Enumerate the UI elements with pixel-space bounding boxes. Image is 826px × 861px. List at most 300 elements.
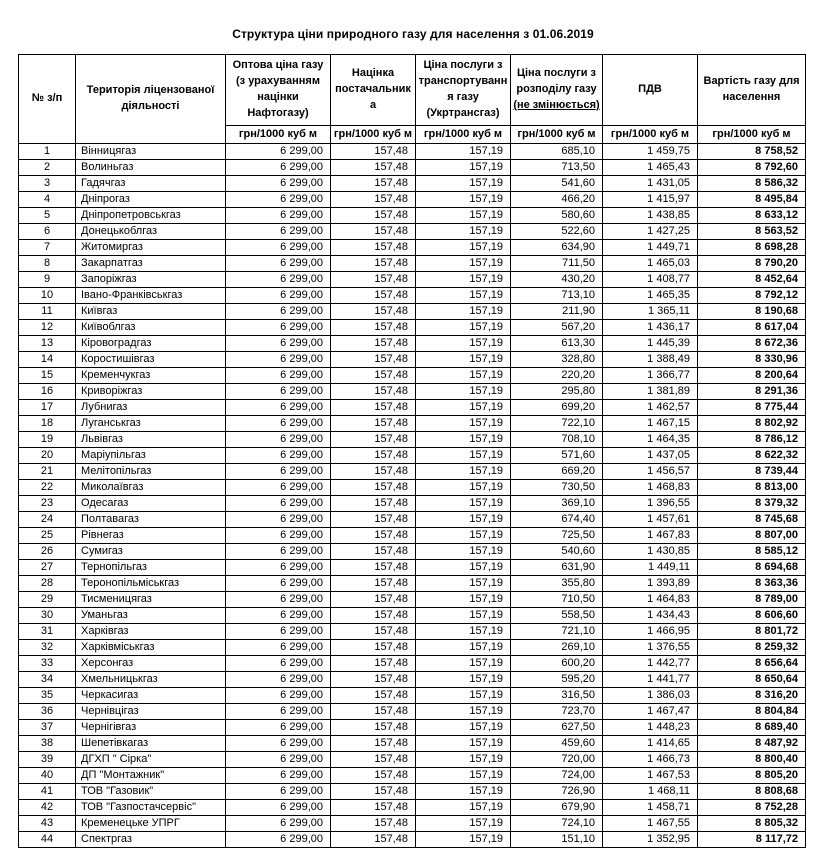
territory-cell: Гадячгаз (76, 175, 226, 191)
table-row (19, 607, 806, 623)
col-header-distribution-price (511, 55, 603, 126)
distribution-price-cell: 269,10 (511, 639, 603, 655)
vat-cell: 1 388,49 (603, 351, 698, 367)
total-price-cell: 8 807,00 (698, 527, 806, 543)
vat-cell: 1 386,03 (603, 687, 698, 703)
wholesale-price-cell: 6 299,00 (226, 815, 331, 831)
vat-cell: 1 434,43 (603, 607, 698, 623)
distribution-price-cell: 211,90 (511, 303, 603, 319)
vat-cell: 1 441,77 (603, 671, 698, 687)
vat-cell: 1 448,23 (603, 719, 698, 735)
total-price-cell: 8 802,92 (698, 415, 806, 431)
supplier-markup-cell: 157,48 (331, 591, 416, 607)
unit-cell-markup: грн/1000 куб м (331, 125, 416, 143)
row-number-cell: 11 (19, 303, 76, 319)
transport-price-cell: 157,19 (416, 575, 511, 591)
table-row (19, 239, 806, 255)
transport-price-cell: 157,19 (416, 703, 511, 719)
row-number-cell: 7 (19, 239, 76, 255)
supplier-markup-cell: 157,48 (331, 607, 416, 623)
supplier-markup-cell: 157,48 (331, 143, 416, 159)
vat-cell: 1 458,71 (603, 799, 698, 815)
territory-cell: Уманьгаз (76, 607, 226, 623)
row-number-cell: 41 (19, 783, 76, 799)
table-row (19, 703, 806, 719)
territory-cell: Спектргаз (76, 831, 226, 847)
wholesale-price-cell: 6 299,00 (226, 415, 331, 431)
row-number-cell: 27 (19, 559, 76, 575)
transport-price-cell: 157,19 (416, 783, 511, 799)
vat-cell: 1 442,77 (603, 655, 698, 671)
transport-price-cell: 157,19 (416, 415, 511, 431)
transport-price-cell: 157,19 (416, 639, 511, 655)
wholesale-price-cell: 6 299,00 (226, 367, 331, 383)
vat-cell: 1 465,43 (603, 159, 698, 175)
distribution-price-cell: 679,90 (511, 799, 603, 815)
supplier-markup-cell: 157,48 (331, 479, 416, 495)
row-number-cell: 33 (19, 655, 76, 671)
vat-cell: 1 462,57 (603, 399, 698, 415)
supplier-markup-cell: 157,48 (331, 623, 416, 639)
row-number-cell: 42 (19, 799, 76, 815)
total-price-cell: 8 487,92 (698, 735, 806, 751)
supplier-markup-cell: 157,48 (331, 719, 416, 735)
wholesale-price-cell: 6 299,00 (226, 607, 331, 623)
supplier-markup-cell: 157,48 (331, 815, 416, 831)
transport-price-cell: 157,19 (416, 159, 511, 175)
supplier-markup-cell: 157,48 (331, 559, 416, 575)
supplier-markup-cell: 157,48 (331, 703, 416, 719)
distribution-price-cell: 722,10 (511, 415, 603, 431)
vat-cell: 1 467,47 (603, 703, 698, 719)
wholesale-price-cell: 6 299,00 (226, 303, 331, 319)
vat-cell: 1 381,89 (603, 383, 698, 399)
vat-cell: 1 466,73 (603, 751, 698, 767)
total-price-cell: 8 291,36 (698, 383, 806, 399)
vat-cell: 1 396,55 (603, 495, 698, 511)
table-row (19, 671, 806, 687)
row-number-cell: 30 (19, 607, 76, 623)
wholesale-price-cell: 6 299,00 (226, 271, 331, 287)
wholesale-price-cell: 6 299,00 (226, 191, 331, 207)
vat-cell: 1 376,55 (603, 639, 698, 655)
distribution-price-cell: 558,50 (511, 607, 603, 623)
supplier-markup-cell: 157,48 (331, 687, 416, 703)
vat-cell: 1 468,11 (603, 783, 698, 799)
total-price-cell: 8 786,12 (698, 431, 806, 447)
distribution-price-cell: 674,40 (511, 511, 603, 527)
transport-price-cell: 157,19 (416, 143, 511, 159)
col-header-territory: Територія ліцензованої діяльності (76, 55, 226, 144)
table-row (19, 175, 806, 191)
territory-cell: Вінницягаз (76, 143, 226, 159)
row-number-cell: 14 (19, 351, 76, 367)
wholesale-price-cell: 6 299,00 (226, 447, 331, 463)
row-number-cell: 1 (19, 143, 76, 159)
table-row (19, 207, 806, 223)
total-price-cell: 8 801,72 (698, 623, 806, 639)
distribution-price-cell: 459,60 (511, 735, 603, 751)
table-row (19, 639, 806, 655)
wholesale-price-cell: 6 299,00 (226, 767, 331, 783)
table-row (19, 527, 806, 543)
distribution-price-cell: 710,50 (511, 591, 603, 607)
territory-cell: Тисменицягаз (76, 591, 226, 607)
total-price-cell: 8 792,60 (698, 159, 806, 175)
table-row (19, 463, 806, 479)
distribution-price-cell: 711,50 (511, 255, 603, 271)
distribution-price-cell: 724,00 (511, 767, 603, 783)
territory-cell: Лубнигаз (76, 399, 226, 415)
table-header (19, 55, 806, 144)
total-price-cell: 8 789,00 (698, 591, 806, 607)
vat-cell: 1 465,35 (603, 287, 698, 303)
supplier-markup-cell: 157,48 (331, 575, 416, 591)
transport-price-cell: 157,19 (416, 559, 511, 575)
table-body (19, 143, 806, 847)
wholesale-price-cell: 6 299,00 (226, 479, 331, 495)
supplier-markup-cell: 157,48 (331, 527, 416, 543)
distribution-price-cell: 595,20 (511, 671, 603, 687)
wholesale-price-cell: 6 299,00 (226, 831, 331, 847)
table-row (19, 431, 806, 447)
unit-cell-transport: грн/1000 куб м (416, 125, 511, 143)
table-row (19, 287, 806, 303)
transport-price-cell: 157,19 (416, 511, 511, 527)
vat-cell: 1 449,11 (603, 559, 698, 575)
territory-cell: Харківміськгаз (76, 639, 226, 655)
territory-cell: Тернопільгаз (76, 559, 226, 575)
wholesale-price-cell: 6 299,00 (226, 559, 331, 575)
transport-price-cell: 157,19 (416, 799, 511, 815)
vat-cell: 1 352,95 (603, 831, 698, 847)
table-row (19, 303, 806, 319)
territory-cell: Теронопільміськгаз (76, 575, 226, 591)
table-row (19, 495, 806, 511)
vat-cell: 1 467,83 (603, 527, 698, 543)
table-row (19, 799, 806, 815)
distribution-price-cell: 355,80 (511, 575, 603, 591)
supplier-markup-cell: 157,48 (331, 351, 416, 367)
territory-cell: Запоріжгаз (76, 271, 226, 287)
territory-cell: Мелітопільгаз (76, 463, 226, 479)
wholesale-price-cell: 6 299,00 (226, 319, 331, 335)
supplier-markup-cell: 157,48 (331, 175, 416, 191)
transport-price-cell: 157,19 (416, 623, 511, 639)
supplier-markup-cell: 157,48 (331, 799, 416, 815)
supplier-markup-cell: 157,48 (331, 383, 416, 399)
supplier-markup-cell: 157,48 (331, 767, 416, 783)
total-price-cell: 8 694,68 (698, 559, 806, 575)
distribution-price-cell: 721,10 (511, 623, 603, 639)
total-price-cell: 8 259,32 (698, 639, 806, 655)
total-price-cell: 8 316,20 (698, 687, 806, 703)
vat-cell: 1 408,77 (603, 271, 698, 287)
vat-cell: 1 466,95 (603, 623, 698, 639)
territory-cell: ТОВ "Газовик" (76, 783, 226, 799)
distribution-price-cell: 540,60 (511, 543, 603, 559)
distribution-price-cell: 466,20 (511, 191, 603, 207)
row-number-cell: 17 (19, 399, 76, 415)
supplier-markup-cell: 157,48 (331, 751, 416, 767)
wholesale-price-cell: 6 299,00 (226, 255, 331, 271)
wholesale-price-cell: 6 299,00 (226, 383, 331, 399)
col-header-transport-price: Ціна послуги з транспортування газу (Укртрансгаз) (416, 55, 511, 126)
table-row (19, 831, 806, 847)
transport-price-cell: 157,19 (416, 207, 511, 223)
table-row (19, 319, 806, 335)
wholesale-price-cell: 6 299,00 (226, 511, 331, 527)
territory-cell: Київгаз (76, 303, 226, 319)
row-number-cell: 43 (19, 815, 76, 831)
wholesale-price-cell: 6 299,00 (226, 751, 331, 767)
vat-cell: 1 457,61 (603, 511, 698, 527)
total-price-cell: 8 606,60 (698, 607, 806, 623)
row-number-cell: 36 (19, 703, 76, 719)
total-price-cell: 8 656,64 (698, 655, 806, 671)
total-price-cell: 8 190,68 (698, 303, 806, 319)
territory-cell: Львівгаз (76, 431, 226, 447)
vat-cell: 1 445,39 (603, 335, 698, 351)
total-price-cell: 8 790,20 (698, 255, 806, 271)
row-number-cell: 6 (19, 223, 76, 239)
table-row (19, 559, 806, 575)
territory-cell: Коростишівгаз (76, 351, 226, 367)
distribution-price-cell: 220,20 (511, 367, 603, 383)
territory-cell: ДП "Монтажник" (76, 767, 226, 783)
territory-cell: Харківгаз (76, 623, 226, 639)
distribution-price-cell: 730,50 (511, 479, 603, 495)
vat-cell: 1 467,55 (603, 815, 698, 831)
unit-cell-total: грн/1000 куб м (698, 125, 806, 143)
transport-price-cell: 157,19 (416, 367, 511, 383)
total-price-cell: 8 775,44 (698, 399, 806, 415)
total-price-cell: 8 805,32 (698, 815, 806, 831)
distribution-price-cell: 571,60 (511, 447, 603, 463)
row-number-cell: 40 (19, 767, 76, 783)
supplier-markup-cell: 157,48 (331, 783, 416, 799)
distribution-price-cell: 713,10 (511, 287, 603, 303)
total-price-cell: 8 758,52 (698, 143, 806, 159)
distribution-price-cell: 541,60 (511, 175, 603, 191)
table-row (19, 783, 806, 799)
row-number-cell: 28 (19, 575, 76, 591)
transport-price-cell: 157,19 (416, 335, 511, 351)
supplier-markup-cell: 157,48 (331, 223, 416, 239)
transport-price-cell: 157,19 (416, 287, 511, 303)
col-header-wholesale-price: Оптова ціна газу (з урахуванням націнки Нафтогазу) (226, 55, 331, 126)
col-header-row-number: № з/п (19, 55, 76, 144)
table-row (19, 511, 806, 527)
total-price-cell: 8 800,40 (698, 751, 806, 767)
transport-price-cell: 157,19 (416, 735, 511, 751)
transport-price-cell: 157,19 (416, 383, 511, 399)
vat-cell: 1 456,57 (603, 463, 698, 479)
table-row (19, 543, 806, 559)
wholesale-price-cell: 6 299,00 (226, 159, 331, 175)
row-number-cell: 34 (19, 671, 76, 687)
territory-cell: Кременчукгаз (76, 367, 226, 383)
vat-cell: 1 393,89 (603, 575, 698, 591)
vat-cell: 1 414,65 (603, 735, 698, 751)
table-row (19, 751, 806, 767)
wholesale-price-cell: 6 299,00 (226, 431, 331, 447)
table-row (19, 575, 806, 591)
vat-cell: 1 449,71 (603, 239, 698, 255)
transport-price-cell: 157,19 (416, 351, 511, 367)
table-row (19, 335, 806, 351)
transport-price-cell: 157,19 (416, 607, 511, 623)
vat-cell: 1 468,83 (603, 479, 698, 495)
transport-price-cell: 157,19 (416, 399, 511, 415)
vat-cell: 1 427,25 (603, 223, 698, 239)
supplier-markup-cell: 157,48 (331, 655, 416, 671)
table-row (19, 687, 806, 703)
vat-cell: 1 465,03 (603, 255, 698, 271)
vat-cell: 1 437,05 (603, 447, 698, 463)
row-number-cell: 22 (19, 479, 76, 495)
territory-cell: Полтавагаз (76, 511, 226, 527)
transport-price-cell: 157,19 (416, 431, 511, 447)
distribution-price-cell: 724,10 (511, 815, 603, 831)
transport-price-cell: 157,19 (416, 447, 511, 463)
supplier-markup-cell: 157,48 (331, 255, 416, 271)
row-number-cell: 18 (19, 415, 76, 431)
territory-cell: Черкасигаз (76, 687, 226, 703)
total-price-cell: 8 622,32 (698, 447, 806, 463)
distribution-unchanged-note: (не змінюється) (513, 98, 600, 111)
total-price-cell: 8 379,32 (698, 495, 806, 511)
territory-cell: Хмельницькгаз (76, 671, 226, 687)
page-title: Структура ціни природного газу для населення з 01.06.2019 (232, 27, 594, 41)
supplier-markup-cell: 157,48 (331, 399, 416, 415)
total-price-cell: 8 495,84 (698, 191, 806, 207)
total-price-cell: 8 585,12 (698, 543, 806, 559)
transport-price-cell: 157,19 (416, 655, 511, 671)
territory-cell: ТОВ "Газпостачсервіс" (76, 799, 226, 815)
row-number-cell: 21 (19, 463, 76, 479)
transport-price-cell: 157,19 (416, 543, 511, 559)
supplier-markup-cell: 157,48 (331, 287, 416, 303)
vat-cell: 1 438,85 (603, 207, 698, 223)
vat-cell: 1 365,11 (603, 303, 698, 319)
header-row (19, 55, 806, 126)
distribution-price-cell: 295,80 (511, 383, 603, 399)
transport-price-cell: 157,19 (416, 815, 511, 831)
transport-price-cell: 157,19 (416, 495, 511, 511)
supplier-markup-cell: 157,48 (331, 639, 416, 655)
transport-price-cell: 157,19 (416, 831, 511, 847)
territory-cell: Чернігівгаз (76, 719, 226, 735)
wholesale-price-cell: 6 299,00 (226, 495, 331, 511)
territory-cell: Закарпатгаз (76, 255, 226, 271)
distribution-price-cell: 669,20 (511, 463, 603, 479)
supplier-markup-cell: 157,48 (331, 543, 416, 559)
wholesale-price-cell: 6 299,00 (226, 623, 331, 639)
wholesale-price-cell: 6 299,00 (226, 239, 331, 255)
territory-cell: Криворіжгаз (76, 383, 226, 399)
territory-cell: Сумигаз (76, 543, 226, 559)
distribution-price-cell: 613,30 (511, 335, 603, 351)
distribution-price-cell: 627,50 (511, 719, 603, 735)
wholesale-price-cell: 6 299,00 (226, 143, 331, 159)
territory-cell: Одесагаз (76, 495, 226, 511)
gas-price-table (18, 54, 806, 848)
transport-price-cell: 157,19 (416, 175, 511, 191)
row-number-cell: 31 (19, 623, 76, 639)
supplier-markup-cell: 157,48 (331, 671, 416, 687)
territory-cell: Чернівцігаз (76, 703, 226, 719)
distribution-price-cell: 600,20 (511, 655, 603, 671)
total-price-cell: 8 563,52 (698, 223, 806, 239)
distribution-price-cell: 720,00 (511, 751, 603, 767)
wholesale-price-cell: 6 299,00 (226, 799, 331, 815)
table-row (19, 191, 806, 207)
transport-price-cell: 157,19 (416, 479, 511, 495)
supplier-markup-cell: 157,48 (331, 159, 416, 175)
total-price-cell: 8 452,64 (698, 271, 806, 287)
table-row (19, 383, 806, 399)
table-row (19, 367, 806, 383)
row-number-cell: 26 (19, 543, 76, 559)
table-row (19, 719, 806, 735)
total-price-cell: 8 363,36 (698, 575, 806, 591)
row-number-cell: 25 (19, 527, 76, 543)
row-number-cell: 12 (19, 319, 76, 335)
row-number-cell: 15 (19, 367, 76, 383)
vat-cell: 1 415,97 (603, 191, 698, 207)
wholesale-price-cell: 6 299,00 (226, 527, 331, 543)
wholesale-price-cell: 6 299,00 (226, 671, 331, 687)
supplier-markup-cell: 157,48 (331, 319, 416, 335)
vat-cell: 1 464,35 (603, 431, 698, 447)
transport-price-cell: 157,19 (416, 191, 511, 207)
supplier-markup-cell: 157,48 (331, 463, 416, 479)
territory-cell: Луганськгаз (76, 415, 226, 431)
vat-cell: 1 467,15 (603, 415, 698, 431)
vat-cell: 1 464,83 (603, 591, 698, 607)
wholesale-price-cell: 6 299,00 (226, 719, 331, 735)
transport-price-cell: 157,19 (416, 719, 511, 735)
transport-price-cell: 157,19 (416, 463, 511, 479)
supplier-markup-cell: 157,48 (331, 735, 416, 751)
distribution-price-cell: 726,90 (511, 783, 603, 799)
row-number-cell: 24 (19, 511, 76, 527)
distribution-price-cell: 580,60 (511, 207, 603, 223)
wholesale-price-cell: 6 299,00 (226, 463, 331, 479)
territory-cell: Житомиргаз (76, 239, 226, 255)
total-price-cell: 8 792,12 (698, 287, 806, 303)
row-number-cell: 4 (19, 191, 76, 207)
table-row (19, 815, 806, 831)
wholesale-price-cell: 6 299,00 (226, 639, 331, 655)
row-number-cell: 37 (19, 719, 76, 735)
supplier-markup-cell: 157,48 (331, 191, 416, 207)
row-number-cell: 13 (19, 335, 76, 351)
col-header-supplier-markup: Націнка постачальника (331, 55, 416, 126)
territory-cell: Шепетівкагаз (76, 735, 226, 751)
total-price-cell: 8 617,04 (698, 319, 806, 335)
total-price-cell: 8 117,72 (698, 831, 806, 847)
supplier-markup-cell: 157,48 (331, 303, 416, 319)
supplier-markup-cell: 157,48 (331, 239, 416, 255)
total-price-cell: 8 752,28 (698, 799, 806, 815)
supplier-markup-cell: 157,48 (331, 271, 416, 287)
distribution-header-label: Ціна послуги з розподілу газу (516, 66, 597, 95)
row-number-cell: 39 (19, 751, 76, 767)
row-number-cell: 29 (19, 591, 76, 607)
row-number-cell: 44 (19, 831, 76, 847)
